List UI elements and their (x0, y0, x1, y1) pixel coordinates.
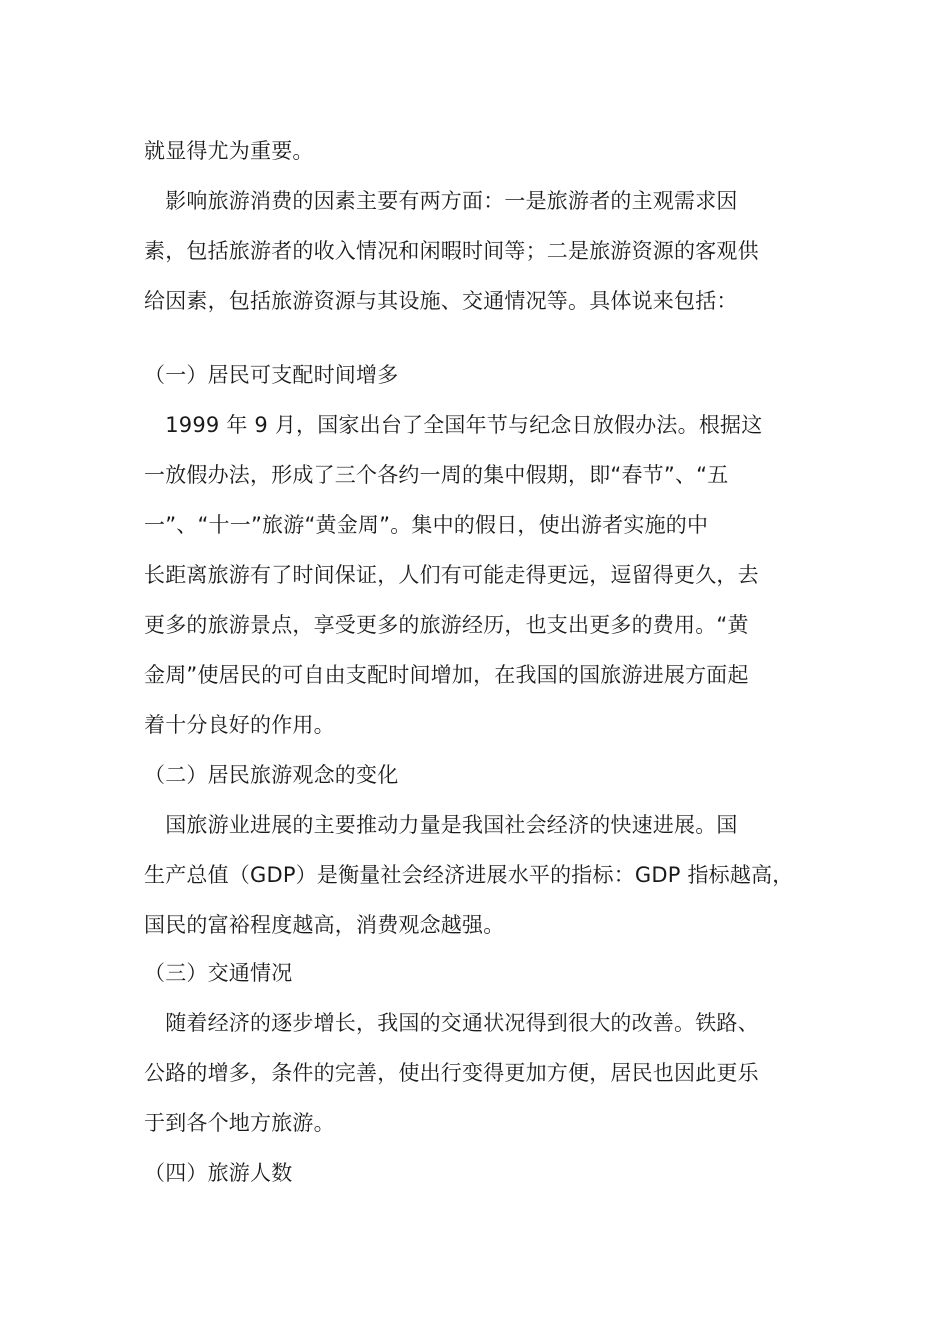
paragraph-line: 素，包括旅游者的收入情况和闲暇时间等；二是旅游资源的客观供 (144, 239, 759, 263)
paragraph-line: 随着经济的逐步增长，我国的交通状况得到很大的改善。铁路、 (144, 1011, 759, 1035)
section-heading: （一）居民可支配时间增多 (144, 363, 399, 387)
paragraph-line: 一放假办法，形成了三个各约一周的集中假期，即“春节”、“五 (144, 463, 729, 487)
paragraph-line: 1999 年 9 月，国家出台了全国年节与纪念日放假办法。根据这 (144, 413, 763, 437)
section-heading: （二）居民旅游观念的变化 (144, 763, 399, 787)
paragraph-line: 国旅游业进展的主要推动力量是我国社会经济的快速进展。国 (144, 813, 738, 837)
paragraph-line: 公路的增多，条件的完善，使出行变得更加方便，居民也因此更乐 (144, 1061, 759, 1085)
paragraph-line: 就显得尤为重要。 (144, 139, 314, 163)
paragraph-line: 着十分良好的作用。 (144, 713, 335, 737)
paragraph-line: 金周”使居民的可自由支配时间增加，在我国的国旅游进展方面起 (144, 663, 749, 687)
paragraph-line: 长距离旅游有了时间保证，人们有可能走得更远，逗留得更久，去 (144, 563, 759, 587)
paragraph-line: 于到各个地方旅游。 (144, 1111, 335, 1135)
paragraph-line: 影响旅游消费的因素主要有两方面：一是旅游者的主观需求因 (144, 189, 738, 213)
paragraph-line: 一”、“十一”旅游“黄金周”。集中的假日，使出游者实施的中 (144, 513, 709, 537)
paragraph-line: 国民的富裕程度越高，消费观念越强。 (144, 913, 505, 937)
paragraph-line: 生产总值（GDP）是衡量社会经济进展水平的指标：GDP 指标越高， (144, 863, 794, 887)
paragraph-line: 更多的旅游景点，享受更多的旅游经历，也支出更多的费用。“黄 (144, 613, 749, 637)
section-heading: （四）旅游人数 (144, 1161, 293, 1185)
paragraph-line: 给因素，包括旅游资源与其设施、交通情况等。具体说来包括： (144, 289, 738, 313)
section-heading: （三）交通情况 (144, 961, 293, 985)
